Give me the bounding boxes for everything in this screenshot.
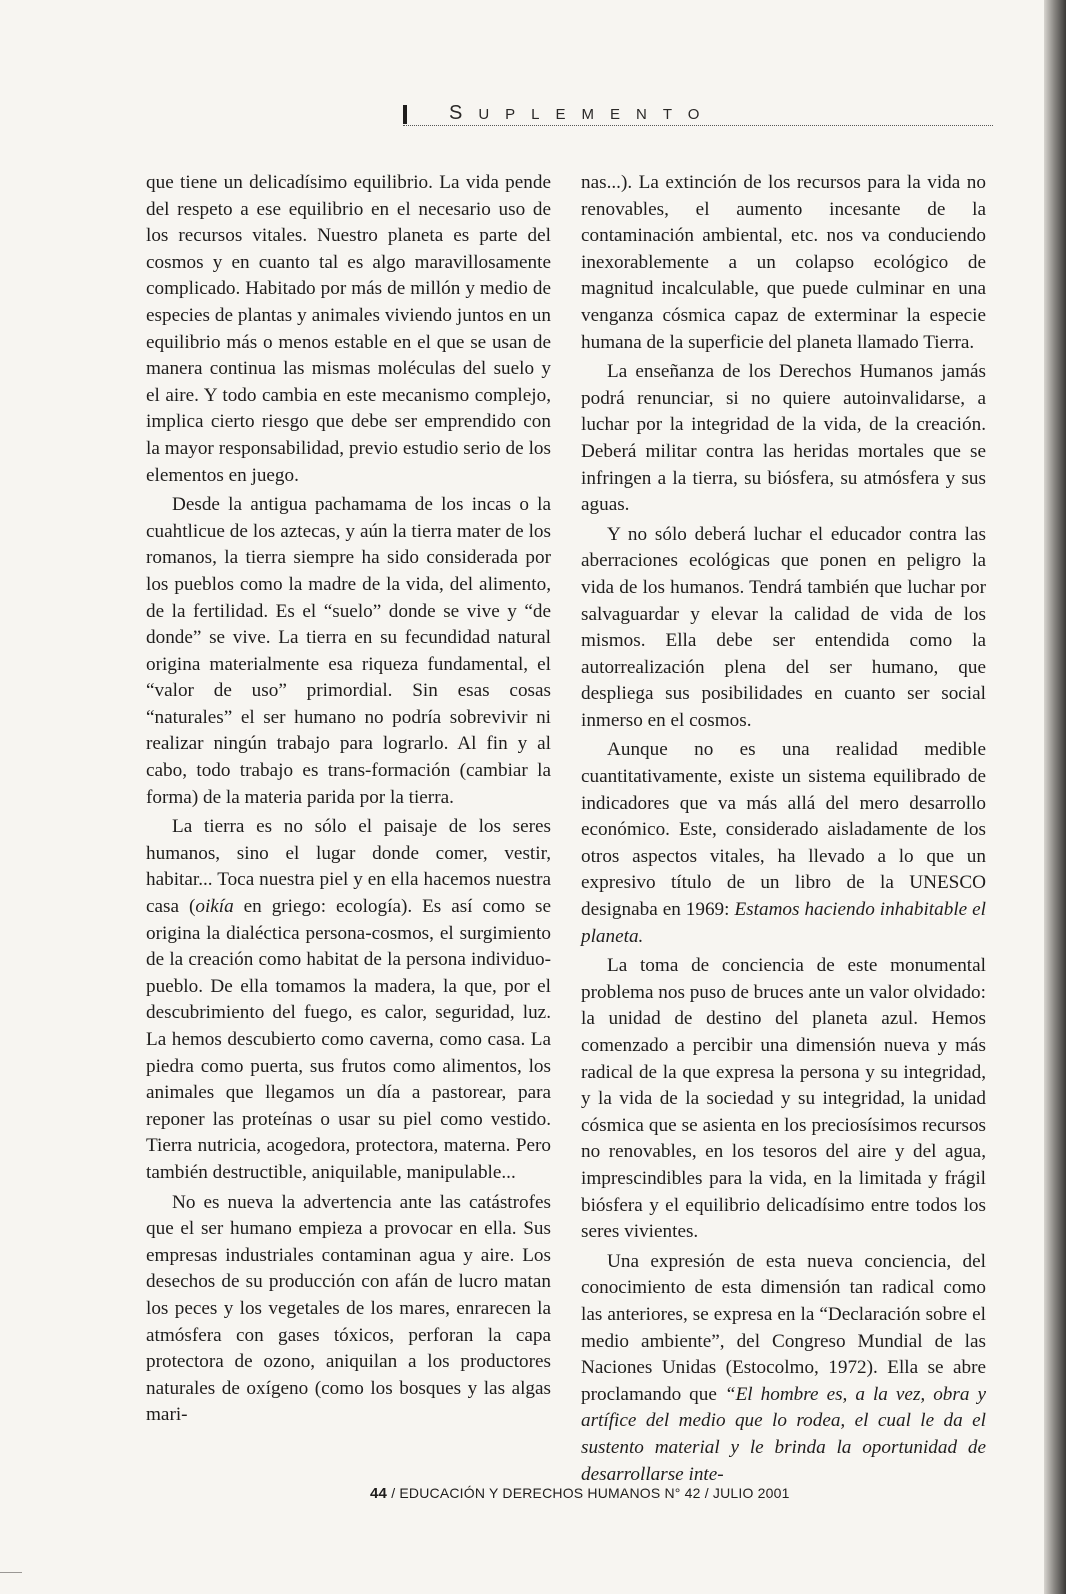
section-title-initial: S: [449, 102, 479, 124]
header-rule: [403, 124, 993, 126]
section-title: [449, 102, 715, 125]
paragraph-text: en griego: ecología). Es así como se origina la dialéctica persona-cosmos, el surgimiento de la creación como habitat de la persona individuo-pueblo. De ella tomamos la madera, la que, por el descubrimiento del fuego, es calor, seguridad, luz. La hemos descubierto como caverna, como casa. La piedra como puerta, sus frutos como alimentos, los animales que llegamos un día a pastorear, para reponer las proteínas o usar su piel como vestido. Tierra nutricia, acogedora, protectora, materna. Pero también destructible, aniquilable, manipulable...: [146, 896, 551, 1183]
header-bar: [403, 105, 407, 124]
scan-edge-shadow: [1044, 0, 1066, 1594]
paragraph: nas...). La extinción de los recursos para la vida no renovables, el aumento incesante de la contaminación ambiental, etc. nos va conduciendo inexorablemente a un colapso ecológico de magnitud incalculable, que puede culminar en una venganza cósmica capaz de exterminar la especie humana de la superficie del planeta llamado Tierra.: [581, 172, 986, 353]
paragraph-text: Aunque no es una realidad medible cuantitativamente, existe un sistema equilibrado de indicadores que va más allá del mero desarrollo económico. Este, considerado aisladamente de los otros aspectos vitales, ha llevado a lo que un expresivo título de un libro de la UNESCO designaba en 1969:: [581, 739, 986, 921]
paragraph: Y no sólo deberá luchar el educador contra las aberraciones ecológicas que ponen en peligro la vida de los humanos. Tendrá también que luchar por salvaguardar y elevar la calidad de vida de los mismos. Ella debe ser entendida como la autorrealización plena del ser humano, que despliega sus posibilidades en cuanto ser social inmerso en el cosmos.: [581, 523, 986, 731]
page-footer: [370, 1485, 790, 1502]
paragraph: La enseñanza de los Derechos Humanos jamás podrá renunciar, si no quiere autoinvalidarse, a luchar por la integridad de la vida, de la creación. Deberá militar contra las heridas mortales que se infringen a la tierra, su biósfera, su atmósfera y sus aguas.: [581, 361, 986, 516]
left-column: [146, 170, 551, 1432]
paragraph: Desde la antigua pachamama de los incas o la cuahtlicue de los aztecas, y aún la tierra mater de los romanos, la tierra siempre ha sido considerada por los pueblos como la madre de la vida, del alimento, de la fertilidad. Es el “suelo” donde se vive y “de donde” se vive. La tierra en su fecundidad natural origina materialmente esa riqueza fundamental, el “valor de uso” primordial. Sin esas cosas “naturales” el ser humano no podría sobrevivir ni realizar ningún trabajo para lograrlo. Al fin y al cabo, todo trabajo es trans-formación (cambiar la forma) de la materia parida por la tierra.: [146, 494, 551, 808]
paragraph: que tiene un delicadísimo equilibrio. La vida pende del respeto a ese equilibrio en el necesario uso de los recursos vitales. Nuestro planeta es parte del cosmos y en cuanto tal es algo maravillosamente complicado. Habitado por más de millón y medio de especies de plantas y animales viviendo juntos en un equilibrio más o menos estable en el que se usan de manera continua las mismas moléculas del suelo y el aire. Y todo cambia en este mecanismo complejo, implica cierto riesgo que debe ser emprendido con la mayor responsabilidad, previo estudio serio de los elementos en juego.: [146, 172, 551, 486]
italic-quote: “El hombre es, a la vez, obra y artífice del medio que lo rodea, el cual le da el sustento material y le brinda la oportunidad de desarrollarse inte-: [581, 1383, 986, 1485]
paragraph-text: La tierra es no sólo el paisaje de los seres humanos, sino el lugar donde comer, vestir, habitar... Toca nuestra piel y en ella hacemos nuestra casa (: [146, 816, 551, 918]
right-column: [581, 170, 986, 1491]
footer-publication: / EDUCACIÓN Y DERECHOS HUMANOS N° 42 / JULIO 2001: [391, 1485, 790, 1501]
paragraph: No es nueva la advertencia ante las catástrofes que el ser humano empieza a provocar en ella. Sus empresas industriales contaminan agua y aire. Los desechos de su producción con afán de lucro matan los peces y los vegetales de los mares, enrarecen la atmósfera con gases tóxicos, perforan la capa protectora de ozono, aniquilan a los productores naturales de oxígeno (como los bosques y las algas mari-: [146, 1191, 551, 1426]
paragraph-text: Una expresión de esta nueva conciencia, del conocimiento de esta dimensión tan radical como las anteriores, se expresa en la “Declaración sobre el medio ambiente”, del Congreso Mundial de las Naciones Unidas (Estocolmo, 1972). Ella se abre proclamando que: [581, 1250, 986, 1405]
italic-term: oikía: [195, 896, 234, 918]
italic-book-title: Estamos haciendo inhabitable el planeta.: [581, 899, 986, 947]
section-header: [403, 102, 993, 126]
paragraph: [581, 1249, 986, 1488]
corner-mark: [0, 1572, 22, 1573]
paragraph: La toma de conciencia de este monumental problema nos puso de bruces ante un valor olvidado: la unidad de destino del planeta azul. Hemos comenzado a percibir una dimensión nueva y más radical de la que expresa la persona y su integridad, y la vida de la sociedad y su integridad, la unidad cósmica que se asienta en los preciosísimos recursos no renovables, en los tesoros del aire y del agua, imprescindibles para la vida, en la limitada y frágil biósfera y el equilibrio delicadísimo entre todos los seres vivientes.: [581, 955, 986, 1243]
paragraph: [146, 814, 551, 1186]
paragraph: [581, 737, 986, 950]
section-title-rest: UPLEMENTO: [478, 106, 716, 123]
page-number: 44: [370, 1485, 388, 1502]
